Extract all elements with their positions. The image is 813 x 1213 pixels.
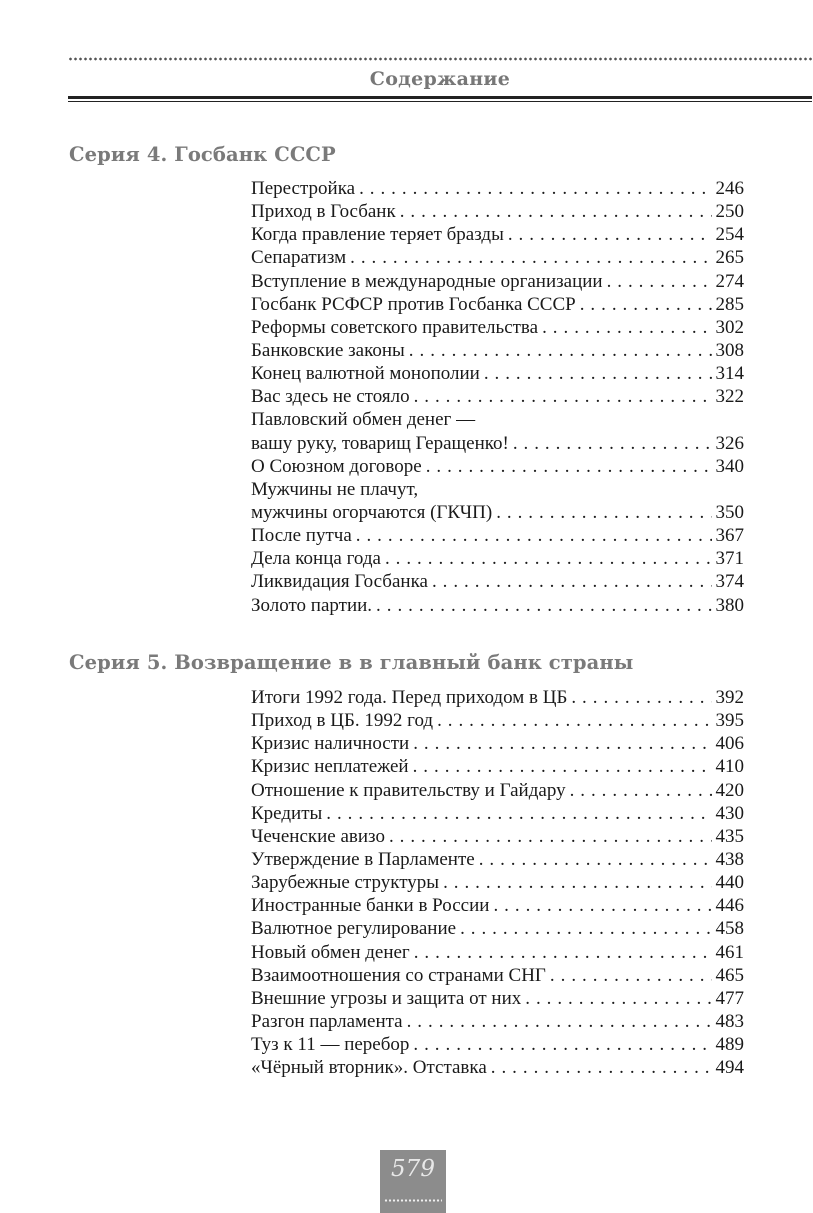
- toc-entry[interactable]: [251, 524, 744, 547]
- toc-entry-title: Кризис неплатежей: [251, 756, 409, 778]
- toc-entry-title: Новый обмен денег: [251, 941, 410, 963]
- toc-entry-title: Павловский обмен денег —: [251, 409, 476, 431]
- toc-entry-title-line1[interactable]: [251, 478, 744, 501]
- series-5-toc-list: [251, 686, 744, 1079]
- toc-entry[interactable]: [251, 987, 744, 1010]
- toc-entry-page-number: 322: [712, 385, 745, 408]
- toc-entry-page-number: 494: [712, 1056, 745, 1079]
- dot-leader: [550, 964, 712, 987]
- toc-entry-title: Сепаратизм: [251, 247, 347, 269]
- toc-entry[interactable]: [251, 964, 744, 987]
- dot-leader: [389, 825, 712, 848]
- toc-entry[interactable]: [251, 779, 744, 802]
- toc-entry-page-number: 465: [712, 964, 745, 987]
- dot-leader: [607, 270, 712, 293]
- dot-leader: [413, 755, 712, 778]
- series-5-heading: Серия 5. Возвращение в в главный банк страны: [69, 651, 634, 674]
- toc-entry-title: О Союзном договоре: [251, 455, 422, 477]
- badge-dotted-border: [384, 1198, 442, 1203]
- toc-entry-title: вашу руку, товарищ Геращенко!: [251, 432, 509, 454]
- toc-entry-page-number: 420: [712, 779, 745, 802]
- toc-entry-page-number: 483: [712, 1010, 745, 1033]
- dot-leader: [356, 524, 712, 547]
- dot-leader: [414, 385, 712, 408]
- toc-entry[interactable]: [251, 432, 744, 455]
- dot-leader: [484, 362, 712, 385]
- dot-leader: [513, 432, 712, 455]
- toc-entry-page-number: 438: [712, 848, 745, 871]
- toc-entry-title: Банковские законы: [251, 339, 405, 361]
- toc-entry-page-number: 380: [712, 594, 745, 617]
- toc-entry-title: Утверждение в Парламенте: [251, 848, 475, 870]
- toc-entry-title: Иностранные банки в России: [251, 895, 490, 917]
- toc-entry-title: Дела конца года: [251, 548, 381, 570]
- toc-entry[interactable]: [251, 1010, 744, 1033]
- toc-entry-title: Золото партии.: [251, 594, 373, 616]
- dot-leader: [443, 871, 711, 894]
- top-dotted-border: [68, 56, 812, 62]
- running-header-title: Содержание: [369, 68, 511, 90]
- toc-entry-title: Приход в ЦБ. 1992 год: [251, 710, 434, 732]
- toc-entry-page-number: 430: [712, 802, 745, 825]
- toc-entry-title: Вас здесь не стояло: [251, 386, 410, 408]
- toc-entry-title: Реформы советского правительства: [251, 316, 539, 338]
- dot-leader: [413, 732, 711, 755]
- dot-leader: [409, 339, 712, 362]
- toc-entry[interactable]: [251, 570, 744, 593]
- toc-entry-title: Туз к 11 — перебор: [251, 1034, 410, 1056]
- toc-entry-title: Кредиты: [251, 802, 323, 824]
- toc-entry[interactable]: [251, 200, 744, 223]
- toc-entry-page-number: 371: [712, 547, 745, 570]
- dot-leader: [542, 316, 711, 339]
- toc-entry-title: мужчины огорчаются (ГКЧП): [251, 501, 493, 523]
- toc-entry[interactable]: [251, 917, 744, 940]
- toc-entry-page-number: 326: [712, 432, 745, 455]
- dot-leader: [508, 223, 712, 246]
- toc-entry[interactable]: [251, 732, 744, 755]
- toc-entry-page-number: 440: [712, 871, 745, 894]
- toc-entry-page-number: 461: [712, 941, 745, 964]
- toc-entry[interactable]: [251, 316, 744, 339]
- dot-leader: [479, 848, 712, 871]
- toc-entry-page-number: 392: [712, 686, 745, 709]
- toc-entry[interactable]: [251, 1033, 744, 1056]
- toc-entry[interactable]: [251, 293, 744, 316]
- dot-leader: [496, 501, 711, 524]
- toc-entry-page-number: 446: [712, 894, 745, 917]
- toc-entry[interactable]: [251, 455, 744, 478]
- page-number: 579: [391, 1156, 435, 1182]
- toc-entry-title: Госбанк РСФСР против Госбанка СССР: [251, 293, 576, 315]
- toc-entry-title: «Чёрный вторник». Отставка: [251, 1057, 487, 1079]
- page-number-badge: [380, 1150, 446, 1213]
- toc-entry-page-number: 435: [712, 825, 745, 848]
- toc-entry[interactable]: [251, 223, 744, 246]
- dot-leader: [407, 1010, 712, 1033]
- dot-leader: [359, 177, 711, 200]
- toc-entry-title: Вступление в международные организации: [251, 270, 603, 292]
- dot-leader: [460, 917, 711, 940]
- toc-entry-page-number: 367: [712, 524, 745, 547]
- toc-entry[interactable]: [251, 177, 744, 200]
- toc-entry-page-number: 250: [712, 200, 745, 223]
- toc-entry-title: После путча: [251, 525, 352, 547]
- toc-entry[interactable]: [251, 547, 744, 570]
- toc-entry[interactable]: [251, 501, 744, 524]
- toc-entry[interactable]: [251, 802, 744, 825]
- dot-leader: [350, 246, 711, 269]
- series-4-toc-list: [251, 177, 744, 617]
- dot-leader: [491, 1056, 712, 1079]
- dot-leader: [326, 802, 711, 825]
- toc-entry[interactable]: [251, 825, 744, 848]
- toc-entry-title: Когда правление теряет бразды: [251, 224, 504, 246]
- toc-entry-title: Конец валютной монополии: [251, 363, 480, 385]
- dot-leader: [385, 547, 712, 570]
- toc-entry-page-number: 350: [712, 501, 745, 524]
- dot-leader: [437, 709, 711, 732]
- toc-entry-page-number: 395: [712, 709, 745, 732]
- toc-entry-title: Приход в Госбанк: [251, 201, 396, 223]
- toc-entry-title: Чеченские авизо: [251, 825, 385, 847]
- toc-entry-page-number: 489: [712, 1033, 745, 1056]
- series-4-heading: Серия 4. Госбанк СССР: [69, 143, 336, 166]
- toc-entry-page-number: 314: [712, 362, 745, 385]
- toc-entry[interactable]: [251, 941, 744, 964]
- header-rule-thin: [68, 101, 812, 102]
- dot-leader: [426, 455, 712, 478]
- dot-leader: [432, 570, 712, 593]
- dot-leader: [525, 987, 711, 1010]
- toc-entry-page-number: 246: [712, 177, 745, 200]
- dot-leader: [400, 200, 712, 223]
- toc-entry-page-number: 477: [712, 987, 745, 1010]
- toc-entry-title: Перестройка: [251, 178, 356, 199]
- toc-entry-title: Мужчины не плачут,: [251, 478, 419, 500]
- dot-leader: [413, 1033, 711, 1056]
- toc-entry-page-number: 410: [712, 755, 745, 778]
- dot-leader: [580, 293, 712, 316]
- toc-entry[interactable]: [251, 1056, 744, 1079]
- toc-entry[interactable]: [251, 848, 744, 871]
- toc-entry[interactable]: [251, 894, 744, 917]
- toc-entry-title: Взаимоотношения со странами СНГ: [251, 964, 546, 986]
- toc-entry-page-number: 274: [712, 270, 745, 293]
- toc-entry[interactable]: [251, 385, 744, 408]
- toc-entry-page-number: 308: [712, 339, 745, 362]
- dot-leader: [571, 686, 711, 709]
- dot-leader: [493, 894, 711, 917]
- toc-entry-title: Ликвидация Госбанка: [251, 571, 428, 593]
- toc-entry-page-number: 374: [712, 570, 745, 593]
- header-rule-thick: [68, 96, 812, 99]
- toc-entry[interactable]: [251, 362, 744, 385]
- toc-entry[interactable]: [251, 755, 744, 778]
- toc-entry-title: Валютное регулирование: [251, 918, 457, 940]
- toc-entry-page-number: 265: [712, 246, 745, 269]
- toc-entry-page-number: 302: [712, 316, 745, 339]
- toc-entry[interactable]: [251, 594, 744, 617]
- toc-entry[interactable]: [251, 270, 744, 293]
- toc-entry-title: Кризис наличности: [251, 733, 410, 755]
- toc-entry-page-number: 406: [712, 732, 745, 755]
- toc-entry-page-number: 340: [712, 455, 745, 478]
- dot-leader: [376, 594, 711, 617]
- toc-entry-page-number: 254: [712, 223, 745, 246]
- toc-entry[interactable]: [251, 339, 744, 362]
- toc-entry[interactable]: [251, 871, 744, 894]
- toc-entry[interactable]: [251, 246, 744, 269]
- toc-entry-page-number: 458: [712, 917, 745, 940]
- toc-entry-title: Отношение к правительству и Гайдару: [251, 779, 566, 801]
- toc-entry-title-line1[interactable]: [251, 408, 744, 431]
- dot-leader: [414, 941, 712, 964]
- toc-entry[interactable]: [251, 686, 744, 709]
- toc-entry-title: Разгон парламента: [251, 1010, 403, 1032]
- toc-entry-page-number: 285: [712, 293, 745, 316]
- toc-entry-title: Зарубежные структуры: [251, 872, 440, 894]
- toc-entry-title: Итоги 1992 года. Перед приходом в ЦБ: [251, 687, 568, 708]
- toc-entry-title: Внешние угрозы и защита от них: [251, 987, 522, 1009]
- toc-entry[interactable]: [251, 709, 744, 732]
- dot-leader: [570, 779, 712, 802]
